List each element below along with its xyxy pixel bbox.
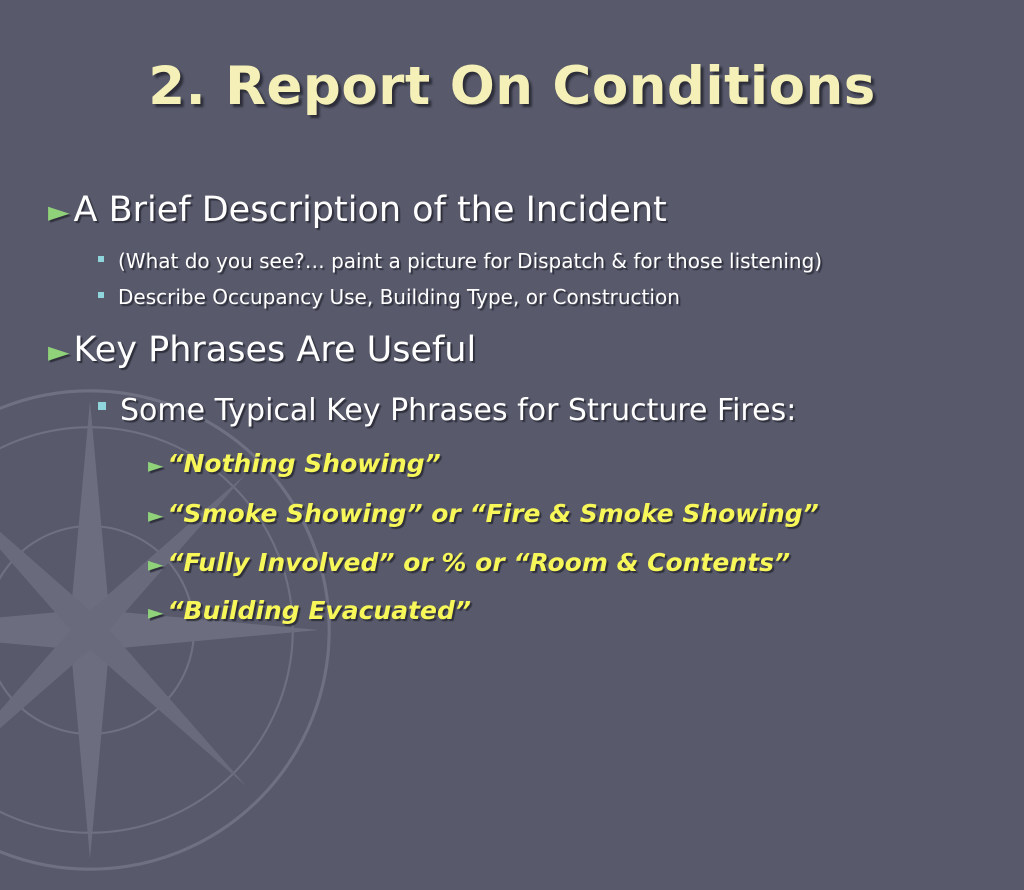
square-bullet-icon	[98, 402, 106, 410]
phrase-fully-involved	[148, 548, 790, 577]
subbullet-describe-occupancy	[98, 285, 680, 309]
square-bullet-icon	[98, 292, 104, 298]
bullet-key-phrases	[48, 330, 476, 370]
triangle-arrow-icon: ►	[48, 335, 70, 368]
triangle-arrow-icon: ►	[148, 600, 164, 624]
phrase-nothing-showing	[148, 449, 441, 478]
phrase-smoke-showing	[148, 499, 819, 528]
bullet-text: A Brief Description of the Incident	[73, 190, 667, 230]
triangle-arrow-icon: ►	[148, 552, 164, 576]
bullet-text: Key Phrases Are Useful	[73, 330, 477, 370]
square-bullet-icon	[98, 256, 104, 262]
phrase-building-evacuated	[148, 596, 471, 625]
triangle-arrow-icon: ►	[48, 195, 70, 228]
triangle-arrow-icon: ►	[148, 453, 164, 477]
phrase-text: “Fully Involved” or % or “Room & Contents”	[167, 548, 791, 577]
compass-watermark-icon	[0, 370, 350, 890]
bullet-brief-description	[48, 190, 667, 230]
phrase-text: “Smoke Showing” or “Fire & Smoke Showing”	[167, 499, 819, 528]
phrase-text: “Building Evacuated”	[167, 596, 471, 625]
subbullet-what-do-you-see	[98, 249, 822, 273]
triangle-arrow-icon: ►	[148, 503, 164, 527]
subbullet-typical-phrases	[98, 393, 796, 428]
subbullet-text: Some Typical Key Phrases for Structure Fires:	[120, 393, 797, 428]
slide-title: 2. Report On Conditions	[148, 56, 876, 117]
subbullet-text: Describe Occupancy Use, Building Type, or Construction	[118, 285, 680, 309]
phrase-text: “Nothing Showing”	[167, 449, 441, 478]
subbullet-text: (What do you see?… paint a picture for Dispatch & for those listening)	[118, 249, 823, 273]
